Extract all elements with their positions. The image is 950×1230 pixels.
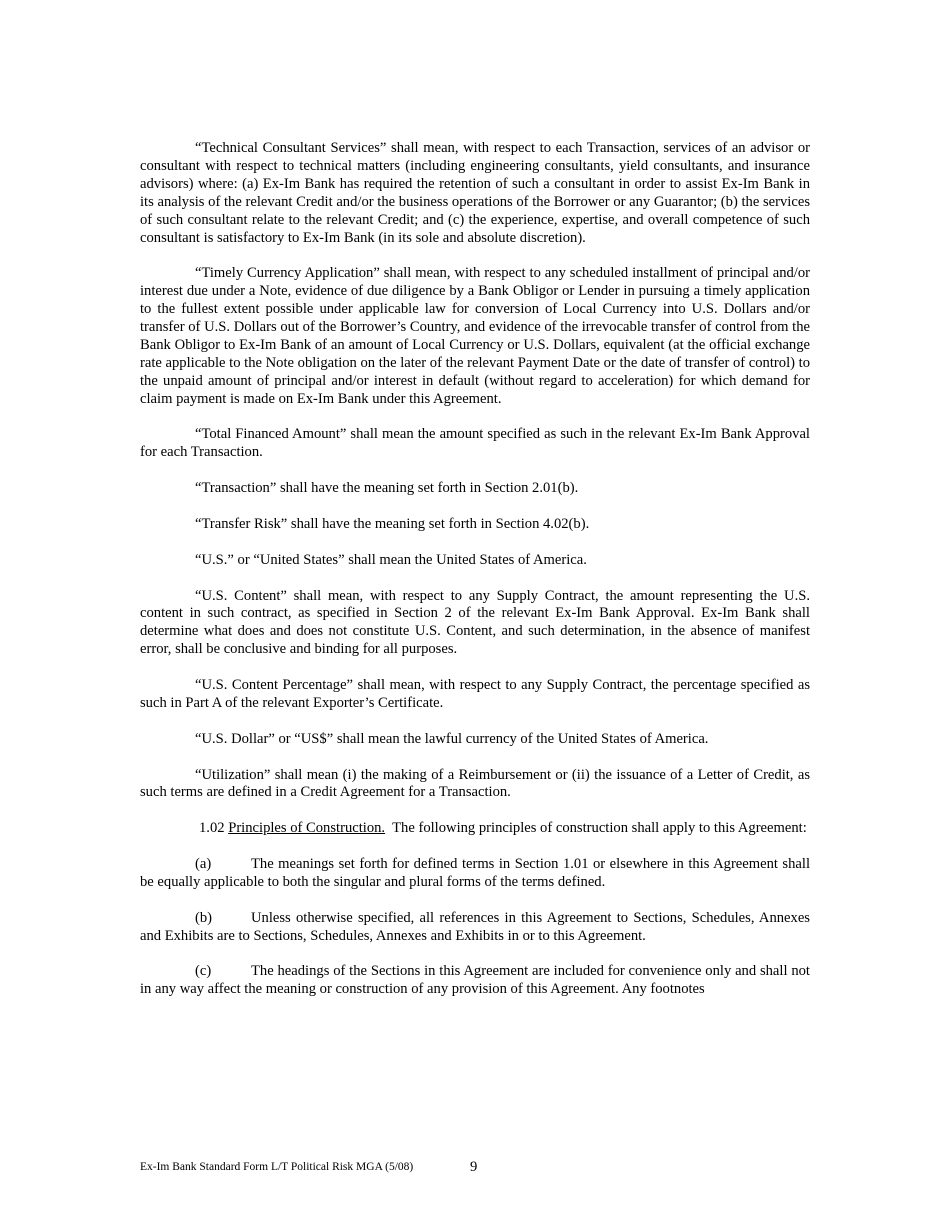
clause-b [140,910,810,946]
page-body [140,140,810,1017]
section-number: 1.02 [199,820,225,837]
clause-text: The meanings set forth for defined terms in Section 1.01 or elsewhere in this Agreement shall be equally applicable to both the singular and plural forms of the terms defined. [140,856,810,890]
definition-us-united-states: “U.S.” or “United States” shall mean the United States of America. [195,551,587,568]
clause-c [140,963,810,999]
section-1-02 [140,820,810,838]
definition-technical-consultant-services: “Technical Consultant Services” shall mean, with respect to each Transaction, services of an advisor or consultant with respect to technical matters (including engineering consultants, yield consultants, and insurance advisors) where: (a) Ex-Im Bank has required the retention of such a consultant in order to assist Ex-Im Bank in its analysis of the relevant Credit and/or the business operations of the Borrower or any Guarantor; (b) the services of such consultant relate to the relevant Credit; and (c) the experience, expertise, and overall competence of such consultant is satisfactory to Ex-Im Bank (in its sole and absolute discretion). [140,140,810,246]
definition-us-content: “U.S. Content” shall mean, with respect to any Supply Contract, the amount representing the U.S. content in such contract, as specified in Section 2 of the relevant Ex-Im Bank Approval. Ex-Im Bank shall determine what does and does not constitute U.S. Content, and such determination, in the absence of manifest error, shall be conclusive and binding for all purposes. [140,587,810,658]
definition-timely-currency-application: “Timely Currency Application” shall mean, with respect to any scheduled installment of principal and/or interest due under a Note, evidence of due diligence by a Bank Obligor or Lender in pursuing a timely application to the fullest extent possible under applicable law for conversion of Local Currency into U.S. Dollars and/or transfer of U.S. Dollars out of the Borrower’s Country, and evidence of the irrevocable transfer of control from the Bank Obligor to Ex-Im Bank of an amount of Local Currency or U.S. Dollars, equivalent (at the official exchange rate applicable to the Note obligation on the later of the relevant Payment Date or the date of transfer of control) to the unpaid amount of principal and/or interest in default (without regard to acceleration) for which demand for claim payment is made on Ex-Im Bank under this Agreement. [140,265,810,407]
clause-text: Unless otherwise specified, all references in this Agreement to Sections, Schedules, Annexes and Exhibits are to Sections, Schedules, Annexes and Exhibits in or to this Agreement. [140,909,810,944]
section-intro-text: The following principles of construction shall apply to this Agreement: [392,820,807,837]
definition-transfer-risk: “Transfer Risk” shall have the meaning set forth in Section 4.02(b). [195,515,590,532]
clause-a [140,856,810,892]
definition-us-dollar: “U.S. Dollar” or “US$” shall mean the lawful currency of the United States of America. [195,730,709,747]
clause-label: (c) [195,963,212,980]
footer-form-name: Ex-Im Bank Standard Form L/T Political Risk MGA (5/08) [140,1161,414,1173]
definition-total-financed-amount: “Total Financed Amount” shall mean the amount specified as such in the relevant Ex-Im Bank Approval for each Transaction. [140,426,810,461]
clause-text: The headings of the Sections in this Agreement are included for convenience only and shall not in any way affect the meaning or construction of any provision of this Agreement. Any footnotes [140,963,810,998]
page-number: 9 [470,1159,478,1175]
definition-us-content-percentage: “U.S. Content Percentage” shall mean, with respect to any Supply Contract, the percentage specified as such in Part A of the relevant Exporter’s Certificate. [140,677,810,711]
definition-transaction: “Transaction” shall have the meaning set forth in Section 2.01(b). [195,480,579,497]
clause-label: (b) [195,909,213,926]
section-title: Principles of Construction. [228,820,386,837]
page-footer [140,1160,540,1176]
definition-utilization: “Utilization” shall mean (i) the making of a Reimbursement or (ii) the issuance of a Letter of Credit, as such terms are defined in a Credit Agreement for a Transaction. [140,766,810,801]
clause-label: (a) [195,856,212,873]
